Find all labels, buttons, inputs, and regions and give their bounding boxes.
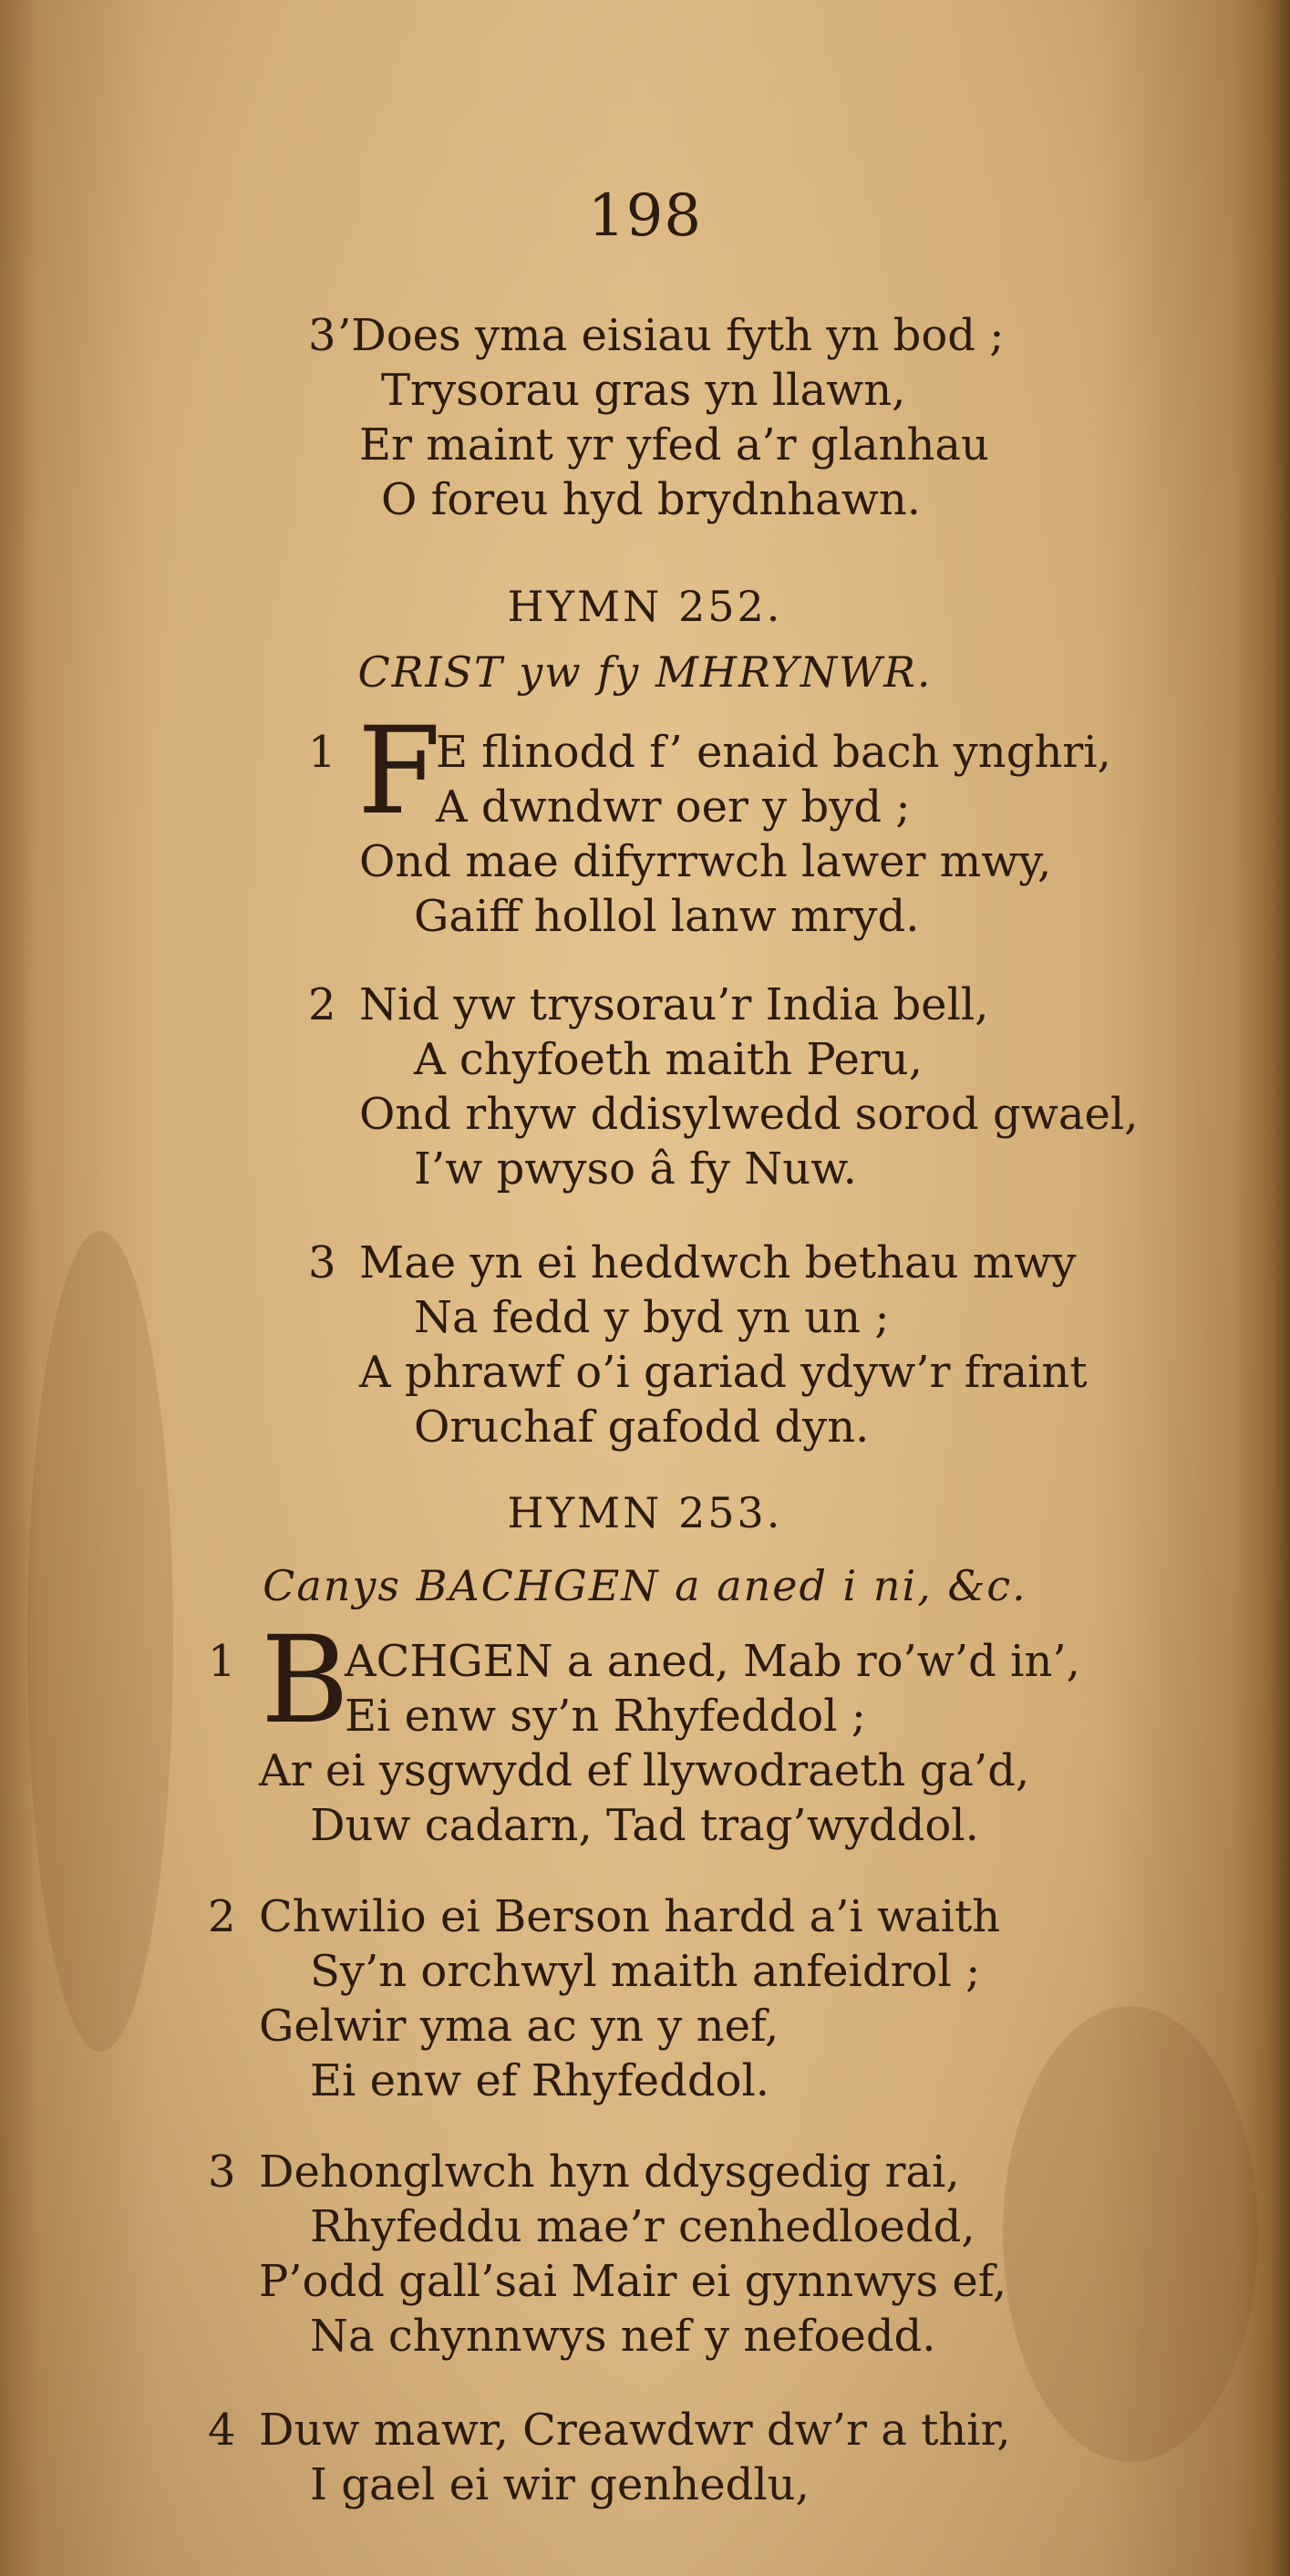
- hymn-subtitle: Canys BACHGEN a aned i ni, &c.: [263, 1561, 1027, 1610]
- verse-number: 2: [208, 1891, 236, 1942]
- verse-line: O foreu hyd brydnhawn.: [381, 474, 922, 525]
- verse-line: Na chynnwys nef y nefoedd.: [310, 2311, 936, 2362]
- verse-line: E flinodd f’ enaid bach ynghri,: [436, 727, 1111, 778]
- verse-line: A dwndwr oer y byd ;: [436, 781, 911, 833]
- verse-line: I gael ei wir genhedlu,: [310, 2459, 810, 2510]
- verse-line: Duw mawr, Creawdwr dw’r a thir,: [259, 2405, 1011, 2456]
- verse-number: 3: [308, 1237, 336, 1288]
- verse-line: Dehonglwch hyn ddysgedig rai,: [259, 2147, 960, 2198]
- verse-line: Ond rhyw ddisylwedd sorod gwael,: [359, 1089, 1139, 1140]
- verse-line: Nid yw trysorau’r India bell,: [359, 979, 989, 1030]
- verse-line: Na fedd y byd yn un ;: [414, 1292, 890, 1343]
- hymn-subtitle: CRIST yw fy MHRYNWR.: [357, 647, 933, 697]
- verse-line: Ar ei ysgwydd ef llywodraeth ga’d,: [259, 1745, 1030, 1796]
- verse-number: 1: [208, 1636, 236, 1687]
- verse-line: Gelwir yma ac yn y nef,: [259, 2001, 779, 2052]
- verse-line: Ei enw ef Rhyfeddol.: [310, 2055, 770, 2106]
- verse-line: Ond mae difyrrwch lawer mwy,: [359, 836, 1052, 887]
- verse-line: ACHGEN a aned, Mab ro’w’d in’,: [345, 1636, 1080, 1687]
- verse-line: Er maint yr yfed a’r glanhau: [359, 419, 989, 471]
- verse-line: Duw cadarn, Tad trag’wyddol.: [310, 1800, 979, 1851]
- verse-line: Trysorau gras yn llawn,: [381, 365, 906, 416]
- hymn-heading: HYMN 253.: [507, 1488, 783, 1537]
- verse-line: Sy’n orchwyl maith anfeidrol ;: [310, 1946, 981, 1997]
- paper-stain: [1003, 2006, 1258, 2462]
- verse-line: Chwilio ei Berson hardd a’i waith: [259, 1891, 1001, 1942]
- drop-cap: B: [261, 1610, 350, 1751]
- verse-line: Rhyfeddu mae’r cenhedloedd,: [310, 2201, 975, 2252]
- verse-line: Mae yn ei heddwch bethau mwy: [359, 1237, 1077, 1288]
- drop-cap: F: [357, 701, 441, 842]
- paper-stain: [27, 1231, 173, 2052]
- verse-number: 4: [208, 2405, 236, 2456]
- verse-line: Ei enw sy’n Rhyfeddol ;: [345, 1691, 866, 1742]
- page-edge-shadow-left: [0, 0, 36, 2576]
- hymn-heading: HYMN 252.: [507, 582, 783, 631]
- verse-line: Oruchaf gafodd dyn.: [414, 1402, 870, 1453]
- verse-number: 2: [308, 979, 336, 1030]
- verse-line: A phrawf o’i gariad ydyw’r fraint: [359, 1347, 1088, 1398]
- verse-line: P’odd gall’sai Mair ei gynnwys ef,: [259, 2256, 1007, 2307]
- verse-line: I’w pwyso â fy Nuw.: [414, 1143, 857, 1195]
- verse-number: 3: [208, 2147, 236, 2198]
- verse-number: 3: [308, 310, 336, 361]
- page-number: 198: [587, 182, 703, 250]
- verse-line: ’Does yma eisiau fyth yn bod ;: [337, 310, 1005, 361]
- verse-number: 1: [308, 727, 336, 778]
- verse-line: Gaiff hollol lanw mryd.: [414, 891, 920, 942]
- verse-line: A chyfoeth maith Peru,: [414, 1034, 923, 1085]
